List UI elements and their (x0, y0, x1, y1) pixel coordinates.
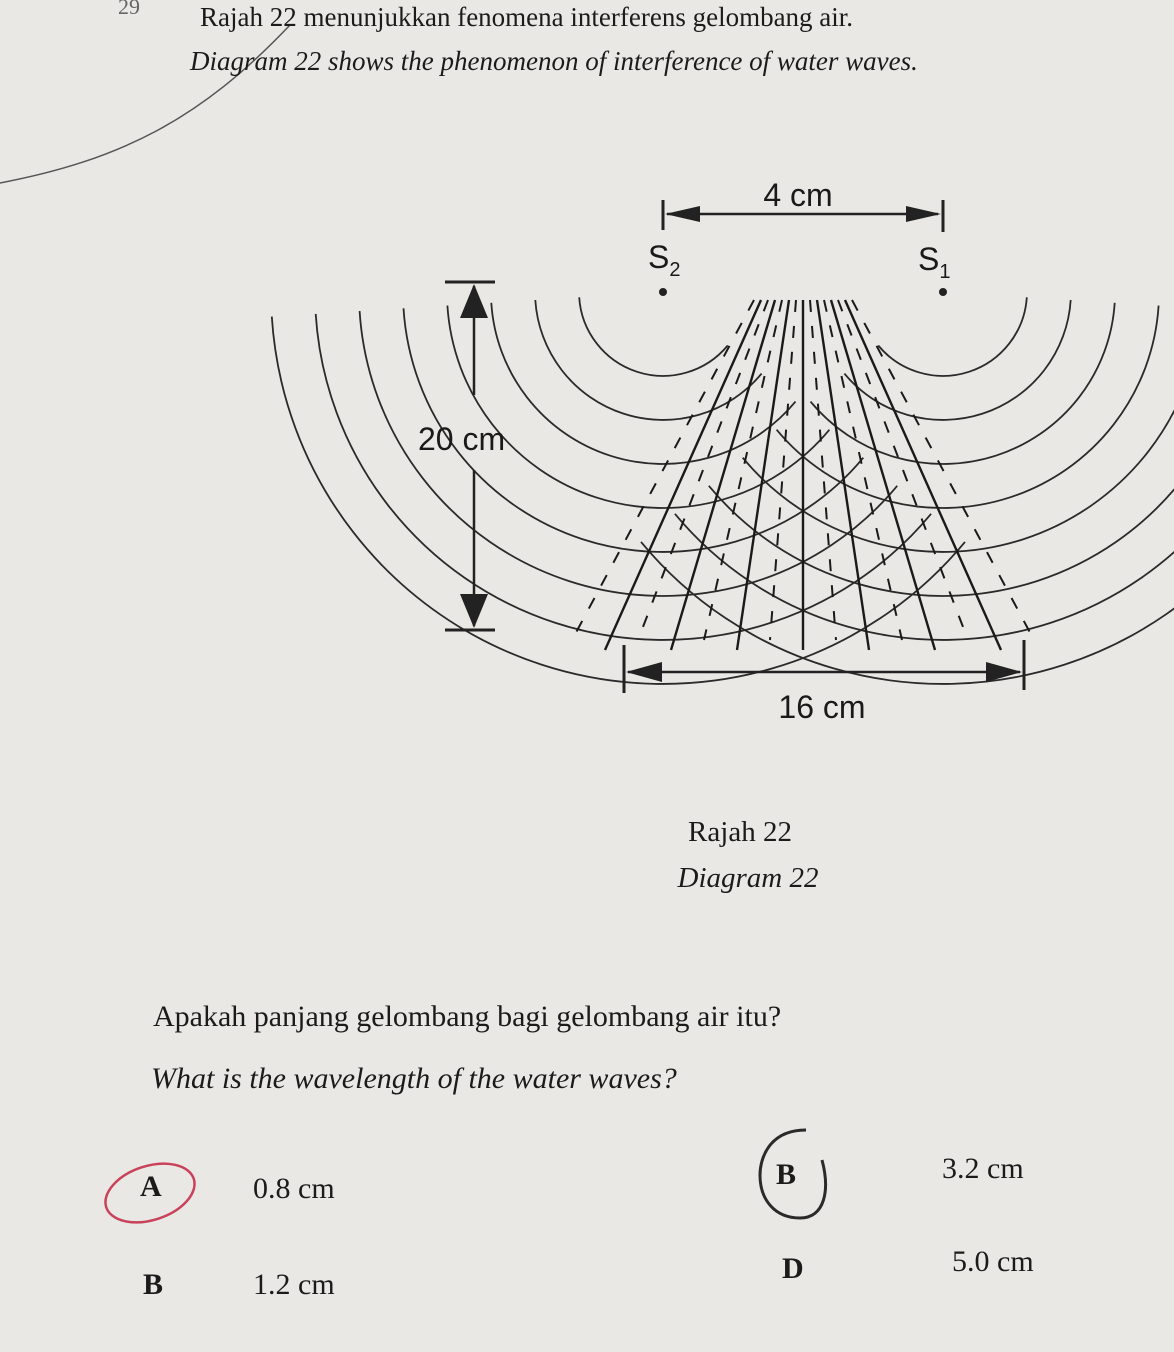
caption-malay: Rajah 22 (688, 816, 792, 848)
intro-english: Diagram 22 shows the phenomenon of interference of water waves. (190, 46, 918, 76)
option-a-value: 0.8 cm (253, 1172, 335, 1205)
option-c-letter: B (776, 1158, 797, 1191)
antinodal-lines (605, 300, 1001, 650)
antinodal-line (605, 300, 761, 650)
nodal-line (824, 300, 902, 640)
wavefront-s1 (878, 297, 1027, 376)
nodal-line (770, 300, 796, 640)
option-b-value: 1.2 cm (253, 1268, 335, 1301)
antinodal-line (817, 300, 869, 650)
source-s1-label: $S_1$ (918, 241, 951, 283)
wavefront-arcs (272, 297, 1174, 684)
wavefront-s2 (535, 300, 761, 420)
option-b-letter: B (143, 1268, 164, 1301)
wavefront-s1 (844, 300, 1070, 420)
option-b[interactable] (143, 1268, 163, 1302)
bottom-distance-label: 16 cm (778, 689, 866, 725)
option-d-letter: D (782, 1252, 804, 1285)
option-c-value: 3.2 cm (942, 1152, 1024, 1185)
bottom-dimension-arrow (624, 640, 1024, 693)
intro-malay: Rajah 22 menunjukkan fenomena interferens gelombang air. (200, 2, 854, 32)
side-distance-label: 20 cm (418, 421, 506, 457)
caption-english: Diagram 22 (677, 862, 819, 894)
wavefront-s2 (316, 314, 931, 640)
question-number: 29 (118, 0, 140, 19)
nodal-line (838, 300, 968, 640)
antinodal-line (737, 300, 789, 650)
question-malay: Apakah panjang gelombang bagi gelombang air itu? (153, 1000, 782, 1033)
nodal-line (810, 300, 836, 640)
nodal-line (704, 300, 782, 640)
wavefront-s2 (272, 317, 965, 684)
nodal-line (638, 300, 768, 640)
option-a-letter: A (140, 1170, 162, 1203)
source-s2-label: $S_2$ (648, 239, 681, 281)
option-c[interactable] (776, 1158, 796, 1192)
antinodal-line (845, 300, 1001, 650)
option-a[interactable] (140, 1170, 162, 1204)
question-english: What is the wavelength of the water waves? (151, 1062, 677, 1095)
source-s2-dot (659, 288, 667, 296)
option-d-value: 5.0 cm (952, 1245, 1034, 1278)
top-distance-label: 4 cm (763, 177, 833, 213)
option-d[interactable] (782, 1252, 804, 1286)
wavefront-s2 (579, 297, 728, 376)
source-s1-dot (939, 288, 947, 296)
